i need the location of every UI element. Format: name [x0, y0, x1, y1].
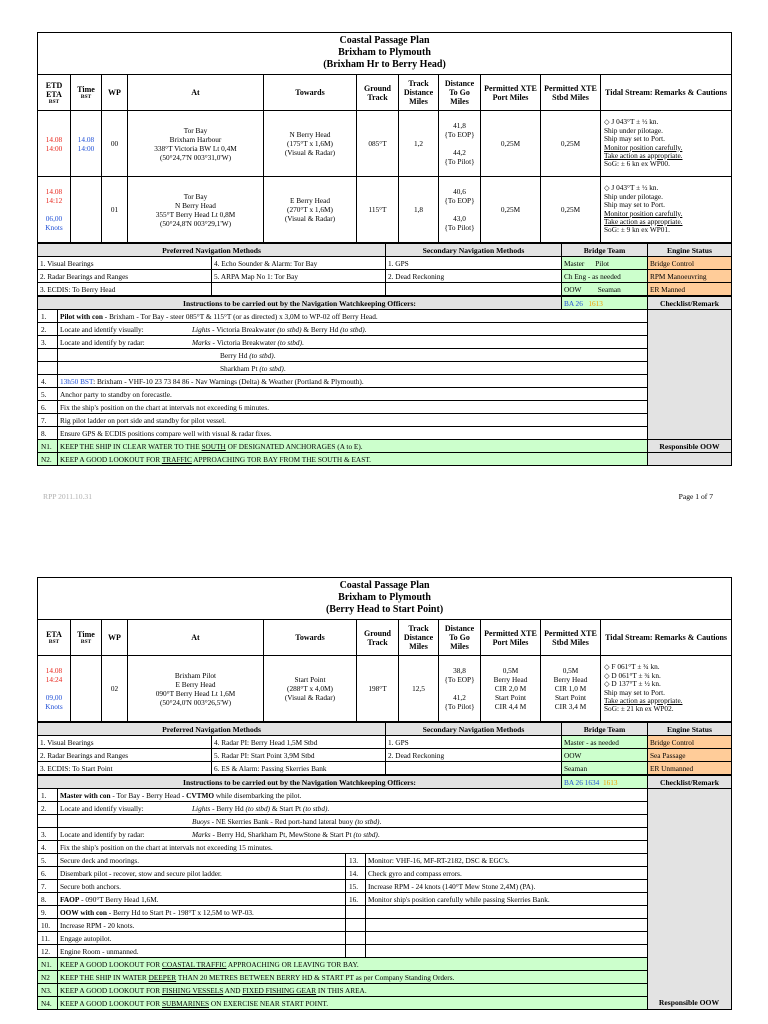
col-time: Time BST — [71, 620, 102, 656]
preferred-method: 3. ECDIS: To Berry Head — [38, 283, 212, 296]
note-number: N1. — [38, 958, 58, 971]
instruction-number: 1. — [38, 789, 58, 802]
bridge-team-heading: Bridge Team — [562, 244, 648, 257]
bridge-team-member: Seaman — [562, 762, 648, 775]
at-cell: Tor Bay N Berry Head 355°T Berry Head Lt 0,8M (50°24,8'N 003°29,1'W) — [128, 177, 264, 243]
preferred-methods-heading: Preferred Navigation Methods — [38, 723, 386, 736]
col-tidal: Tidal Stream: Remarks & Cautions — [601, 620, 732, 656]
instruction-number — [38, 362, 58, 375]
bridge-team-member: OOW — [562, 749, 648, 762]
tidal-cell: ◇ J 043°T ± ½ kn. Ship under pilotage. Ship may set to Port. Monitor position carefully. Take action as appropriate. SoG: ± 6 kn ex WP00. — [601, 111, 732, 177]
instruction-number: 9. — [38, 906, 58, 919]
responsible-oow: Responsible OOW — [648, 997, 730, 1009]
instruction-text: Rig pilot ladder on port side and standby for pilot vessel. — [58, 414, 648, 427]
nav-row — [38, 736, 732, 749]
note-number: N3. — [38, 984, 58, 997]
instruction-row — [38, 310, 732, 323]
note-number: N4. — [38, 997, 58, 1010]
col-xte-port: Permitted XTE Port Miles — [481, 75, 541, 111]
preferred-methods-heading: Preferred Navigation Methods — [38, 244, 386, 257]
instruction-number: 10. — [38, 919, 58, 932]
note-text: KEEP A GOOD LOOKOUT FOR TRAFFIC APPROACHING TOR BAY FROM THE SOUTH & EAST. — [58, 453, 648, 466]
route-table — [37, 577, 732, 722]
instruction-text: Ensure GPS & ECDIS positions compare well with visual & radar fixes. — [58, 427, 648, 440]
col-xte-stbd: Permitted XTE Stbd Miles — [541, 620, 601, 656]
secondary-method: 2. Dead Reckoning — [386, 270, 562, 283]
instruction-number: 4. — [38, 375, 58, 388]
instruction-text: Fix the ship's position on the chart at intervals not exceeding 15 minutes. — [58, 841, 648, 854]
instructions-table — [37, 775, 732, 1010]
col-xte-stbd: Permitted XTE Stbd Miles — [541, 75, 601, 111]
preferred-method: 2. Radar Bearings and Ranges — [38, 270, 212, 283]
track-distance-cell: 1,2 — [399, 111, 439, 177]
col-xte-port: Permitted XTE Port Miles — [481, 620, 541, 656]
instruction-number: 6. — [38, 867, 58, 880]
instruction-text: Monitor ship's position carefully while passing Skerries Bank. — [366, 893, 648, 906]
instruction-number: 4. — [38, 841, 58, 854]
bridge-team-member: OOW Seaman — [562, 283, 648, 296]
chart-reference: BA 26 1613 — [562, 297, 648, 310]
time-cell — [71, 656, 102, 722]
note-number: N1. — [38, 440, 58, 453]
instruction-text — [366, 932, 648, 945]
towards-cell: Start Point (288°T x 4,0M) (Visual & Radar) — [264, 656, 357, 722]
xte-port-cell: 0,25M — [481, 111, 541, 177]
wp-cell: 01 — [102, 177, 128, 243]
instruction-text: Fix the ship's position on the chart at intervals not exceeding 6 minutes. — [58, 401, 648, 414]
instruction-number: 13. — [346, 854, 366, 867]
instruction-row — [38, 854, 732, 867]
col-ground-track: Ground Track — [357, 75, 399, 111]
preferred-method: 4. Echo Sounder & Alarm: Tor Bay — [212, 257, 386, 270]
bridge-team-member: Ch Eng - as needed — [562, 270, 648, 283]
bridge-team-member: Master - as needed — [562, 736, 648, 749]
bridge-team-heading: Bridge Team — [562, 723, 648, 736]
instruction-number — [346, 932, 366, 945]
instruction-number: 15. — [346, 880, 366, 893]
preferred-method: 1. Visual Bearings — [38, 257, 212, 270]
instruction-text: Locate and identify visually: Lights - Victoria Breakwater (to stbd) & Berry Hd (to stbd). — [58, 323, 648, 336]
passage-plan-page-2 — [37, 577, 731, 1010]
responsible-cell — [648, 453, 732, 466]
instruction-row — [38, 789, 732, 802]
instruction-number: 7. — [38, 880, 58, 893]
distance-to-go-cell: 38,8 {To EOP} 41,2 {To Pilot} — [439, 656, 481, 722]
secondary-method: 1. GPS — [386, 257, 562, 270]
instructions-table — [37, 296, 732, 466]
instruction-number — [346, 919, 366, 932]
instruction-text: Monitor: VHF-16, MF-RT-2182, DSC & EGC's. — [366, 854, 648, 867]
instruction-row — [38, 932, 732, 945]
nav-row — [38, 257, 732, 270]
responsible-oow: Responsible OOW — [648, 440, 732, 453]
instruction-number — [346, 906, 366, 919]
instruction-text — [366, 919, 648, 932]
note-text: KEEP THE SHIP IN CLEAR WATER TO THE SOUTH OF DESIGNATED ANCHORAGES (A to E). — [58, 440, 648, 453]
preferred-method: 2. Radar Bearings and Ranges — [38, 749, 212, 762]
instruction-row — [38, 349, 732, 362]
instruction-text: FAOP - 090°T Berry Head 1,6M. — [58, 893, 346, 906]
instruction-text: Anchor party to standby on forecastle. — [58, 388, 648, 401]
preferred-method: 6. ES & Alarm: Passing Skerries Bank — [212, 762, 386, 775]
page-title — [38, 578, 732, 620]
xte-stbd-cell: 0,25M — [541, 111, 601, 177]
instruction-number: 3. — [38, 828, 58, 841]
title-line: (Brixham Hr to Berry Head) — [323, 59, 446, 70]
ground-track-cell: 115°T — [357, 177, 399, 243]
instruction-text: Secure deck and moorings. — [58, 854, 346, 867]
instruction-text: Disembark pilot - recover, stow and secure pilot ladder. — [58, 867, 346, 880]
instruction-row — [38, 841, 732, 854]
passage-plan-page-1 — [37, 32, 731, 466]
wp-cell: 02 — [102, 656, 128, 722]
instruction-text: Check gyro and compass errors. — [366, 867, 648, 880]
instruction-text: Locate and identify by radar: Marks - Berry Hd, Sharkham Pt, MewStone & Start Pt (to stbd). — [58, 828, 648, 841]
note-text: KEEP A GOOD LOOKOUT FOR FISHING VESSELS AND FIXED FISHING GEAR IN THIS AREA. — [58, 984, 648, 997]
instruction-row — [38, 880, 732, 893]
instruction-number: 8. — [38, 427, 58, 440]
table-row — [38, 656, 732, 722]
instruction-number: 7. — [38, 414, 58, 427]
col-tidal: Tidal Stream: Remarks & Cautions — [601, 75, 732, 111]
note-row — [38, 971, 732, 984]
engine-status: ER Manned — [648, 283, 732, 296]
towards-cell: E Berry Head (270°T x 1,6M) (Visual & Radar) — [264, 177, 357, 243]
col-wp: WP — [102, 75, 128, 111]
checklist-heading: Checklist/Remark — [648, 776, 732, 789]
instruction-row — [38, 893, 732, 906]
note-row — [38, 997, 732, 1010]
note-number: N2. — [38, 453, 58, 466]
chart-reference: BA 26 1634 1613 — [562, 776, 648, 789]
instruction-text: Sharkham Pt (to stbd). — [58, 362, 648, 375]
tidal-cell: ◇ F 061°T ± ¾ kn. ◇ D 061°T ± ¾ kn. ◇ D 137°T ± ½ kn. Ship may set to Port. Take action as appropriate. SoG: ± 21 kn ex WP02. — [601, 656, 732, 722]
wp-cell: 00 — [102, 111, 128, 177]
note-text: KEEP A GOOD LOOKOUT FOR SUBMARINES ON EXERCISE NEAR START POINT. — [58, 997, 648, 1010]
instruction-number: 5. — [38, 854, 58, 867]
navigation-methods-table — [37, 722, 732, 775]
col-distance-to-go: Distance To Go Miles — [439, 620, 481, 656]
instruction-text: Master with con - Tor Bay - Berry Head - CVTMO while disembarking the pilot. — [58, 789, 648, 802]
instruction-row — [38, 828, 732, 841]
note-text: KEEP THE SHIP IN WATER DEEPER THAN 20 METRES BETWEEN BERRY HD & START PT as per Company Standing Orders. — [58, 971, 648, 984]
checklist-cell — [648, 310, 732, 440]
table-row — [38, 177, 732, 243]
instruction-row — [38, 388, 732, 401]
title-line: Coastal Passage Plan — [339, 35, 430, 46]
engine-status-heading: Engine Status — [648, 723, 732, 736]
col-etd-eta: ETD ETA BST — [38, 75, 71, 111]
col-track-distance: Track Distance Miles — [399, 620, 439, 656]
route-table — [37, 32, 732, 243]
instruction-row — [38, 427, 732, 440]
instruction-text: Secure both anchors. — [58, 880, 346, 893]
preferred-method: 4. Radar PI: Berry Head 1,5M Stbd — [212, 736, 386, 749]
col-wp: WP — [102, 620, 128, 656]
note-row — [38, 984, 732, 997]
instruction-number — [346, 945, 366, 958]
secondary-methods-heading: Secondary Navigation Methods — [386, 244, 562, 257]
instruction-row — [38, 362, 732, 375]
instruction-row — [38, 867, 732, 880]
instruction-text: Pilot with con - Brixham - Tor Bay - steer 085°T & 115°T (or as directed) x 3,0M to WP-02 off Berry Head. — [58, 310, 648, 323]
instruction-row — [38, 401, 732, 414]
engine-status: RPM Manoeuvring — [648, 270, 732, 283]
col-ground-track: Ground Track — [357, 620, 399, 656]
instruction-number: 14. — [346, 867, 366, 880]
engine-status: Sea Passage — [648, 749, 732, 762]
instruction-number: 16. — [346, 893, 366, 906]
time-cell — [71, 177, 102, 243]
instruction-number: 6. — [38, 401, 58, 414]
instruction-row — [38, 945, 732, 958]
table-row — [38, 111, 732, 177]
instruction-number — [38, 815, 58, 828]
instruction-number: 2. — [38, 323, 58, 336]
instruction-text: Locate and identify visually: Lights - Berry Hd (to stbd) & Start Pt (to stbd). — [58, 802, 648, 815]
instruction-text: Increase RPM - 24 knots (140°T Mew Stone 2,4M) (PA). — [366, 880, 648, 893]
xte-port-cell: 0,25M — [481, 177, 541, 243]
xte-stbd-cell: 0,25M — [541, 177, 601, 243]
instruction-number: 12. — [38, 945, 58, 958]
instruction-number: 11. — [38, 932, 58, 945]
instruction-text — [366, 906, 648, 919]
instruction-number: 1. — [38, 310, 58, 323]
col-at: At — [128, 620, 264, 656]
note-row — [38, 958, 732, 971]
checklist-heading: Checklist/Remark — [648, 297, 732, 310]
secondary-method: 1. GPS — [386, 736, 562, 749]
at-cell: Brixham Pilot E Berry Head 090°T Berry Head Lt 1,6M (50°24,0'N 003°26,5'W) — [128, 656, 264, 722]
col-distance-to-go: Distance To Go Miles — [439, 75, 481, 111]
instruction-number: 3. — [38, 336, 58, 349]
instruction-text: Locate and identify by radar: Marks - Victoria Breakwater (to stbd). — [58, 336, 648, 349]
secondary-method — [386, 762, 562, 775]
secondary-methods-heading: Secondary Navigation Methods — [386, 723, 562, 736]
instruction-row — [38, 375, 732, 388]
col-towards: Towards — [264, 620, 357, 656]
instruction-text: Buoys - NE Skerries Bank - Red port-hand lateral buoy (to stbd). — [58, 815, 648, 828]
page-number: Page 1 of 7 — [678, 492, 713, 501]
instruction-row — [38, 323, 732, 336]
preferred-method: 3. ECDIS: To Start Point — [38, 762, 212, 775]
navigation-methods-table — [37, 243, 732, 296]
title-line: (Berry Head to Start Point) — [325, 604, 444, 615]
preferred-method: 5. Radar PI: Start Point 3,9M Stbd — [212, 749, 386, 762]
eta-cell: 14.08 14:24 09,00 Knots — [38, 656, 71, 722]
col-at: At — [128, 75, 264, 111]
preferred-method: 1. Visual Bearings — [38, 736, 212, 749]
bridge-team-member: Master Pilot — [562, 257, 648, 270]
instruction-row — [38, 906, 732, 919]
instruction-row — [38, 414, 732, 427]
instruction-text: Engine Room - unmanned. — [58, 945, 346, 958]
nav-row — [38, 270, 732, 283]
instructions-heading: Instructions to be carried out by the Navigation Watchkeeping Officers: — [38, 776, 562, 789]
title-line: Coastal Passage Plan — [339, 580, 430, 591]
nav-row — [38, 762, 732, 775]
preferred-method: 5. ARPA Map No 1: Tor Bay — [212, 270, 386, 283]
xte-port-cell: 0,5M Berry Head CIR 2,0 M Start Point CIR 4,4 M — [481, 656, 541, 722]
track-distance-cell: 12,5 — [399, 656, 439, 722]
col-time: Time BST — [71, 75, 102, 111]
instruction-text: Engage autopilot. — [58, 932, 346, 945]
instruction-number — [38, 349, 58, 362]
title-line: Brixham to Plymouth — [338, 592, 431, 603]
instruction-text: Increase RPM - 20 knots. — [58, 919, 346, 932]
engine-status: ER Unmanned — [648, 762, 732, 775]
secondary-method — [386, 283, 562, 296]
col-track-distance: Track Distance Miles — [399, 75, 439, 111]
distance-to-go-cell: 41,8 {To EOP} 44,2 {To Pilot} — [439, 111, 481, 177]
instruction-number: 8. — [38, 893, 58, 906]
ground-track-cell: 198°T — [357, 656, 399, 722]
instruction-text: 13h50 BST: Brixham - VHF-10 23 73 84 86 - Nav Warnings (Delta) & Weather (Portland & Plymouth). — [58, 375, 648, 388]
instruction-row — [38, 802, 732, 815]
ground-track-cell: 085°T — [357, 111, 399, 177]
eta-cell: 14.08 14:00 — [38, 111, 71, 177]
nav-row — [38, 749, 732, 762]
preferred-method — [212, 283, 386, 296]
title-line: Brixham to Plymouth — [338, 47, 431, 58]
col-towards: Towards — [264, 75, 357, 111]
towards-cell: N Berry Head (175°T x 1,6M) (Visual & Radar) — [264, 111, 357, 177]
eta-cell: 14.08 14:12 06,00 Knots — [38, 177, 71, 243]
tidal-cell: ◇ J 043°T ± ½ kn. Ship under pilotage. Ship may set to Port. Monitor position carefully. Take action as appropriate. SoG: ± 9 kn ex WP01. — [601, 177, 732, 243]
instructions-heading: Instructions to be carried out by the Navigation Watchkeeping Officers: — [38, 297, 562, 310]
note-text: KEEP A GOOD LOOKOUT FOR COASTAL TRAFFIC APPROACHING OR LEAVING TOR BAY. — [58, 958, 648, 971]
engine-status: Bridge Control — [648, 736, 732, 749]
checklist-cell — [648, 789, 732, 1010]
instruction-text: Berry Hd (to stbd). — [58, 349, 648, 362]
instruction-row — [38, 815, 732, 828]
instruction-text — [366, 945, 648, 958]
engine-status-heading: Engine Status — [648, 244, 732, 257]
page-title — [38, 33, 732, 75]
note-row — [38, 453, 732, 466]
at-cell: Tor Bay Brixham Harbour 338°T Victoria BW Lt 0,4M (50°24,7'N 003°31,0'W) — [128, 111, 264, 177]
revision-label: RPP 2011.10.31 — [43, 492, 93, 501]
col-eta: ETA BST — [38, 620, 71, 656]
time-cell: 14.08 14:00 — [71, 111, 102, 177]
instruction-row — [38, 336, 732, 349]
secondary-method: 2. Dead Reckoning — [386, 749, 562, 762]
instruction-row — [38, 919, 732, 932]
instruction-number: 2. — [38, 802, 58, 815]
note-number: N2 — [38, 971, 58, 984]
distance-to-go-cell: 40,6 {To EOP} 43,0 {To Pilot} — [439, 177, 481, 243]
track-distance-cell: 1,8 — [399, 177, 439, 243]
note-row — [38, 440, 732, 453]
instruction-text: OOW with con - Berry Hd to Start Pt - 198°T x 12,5M to WP-03. — [58, 906, 346, 919]
xte-stbd-cell: 0,5M Berry Head CIR 1,0 M Start Point CIR 3,4 M — [541, 656, 601, 722]
engine-status: Bridge Control — [648, 257, 732, 270]
nav-row — [38, 283, 732, 296]
instruction-number: 5. — [38, 388, 58, 401]
